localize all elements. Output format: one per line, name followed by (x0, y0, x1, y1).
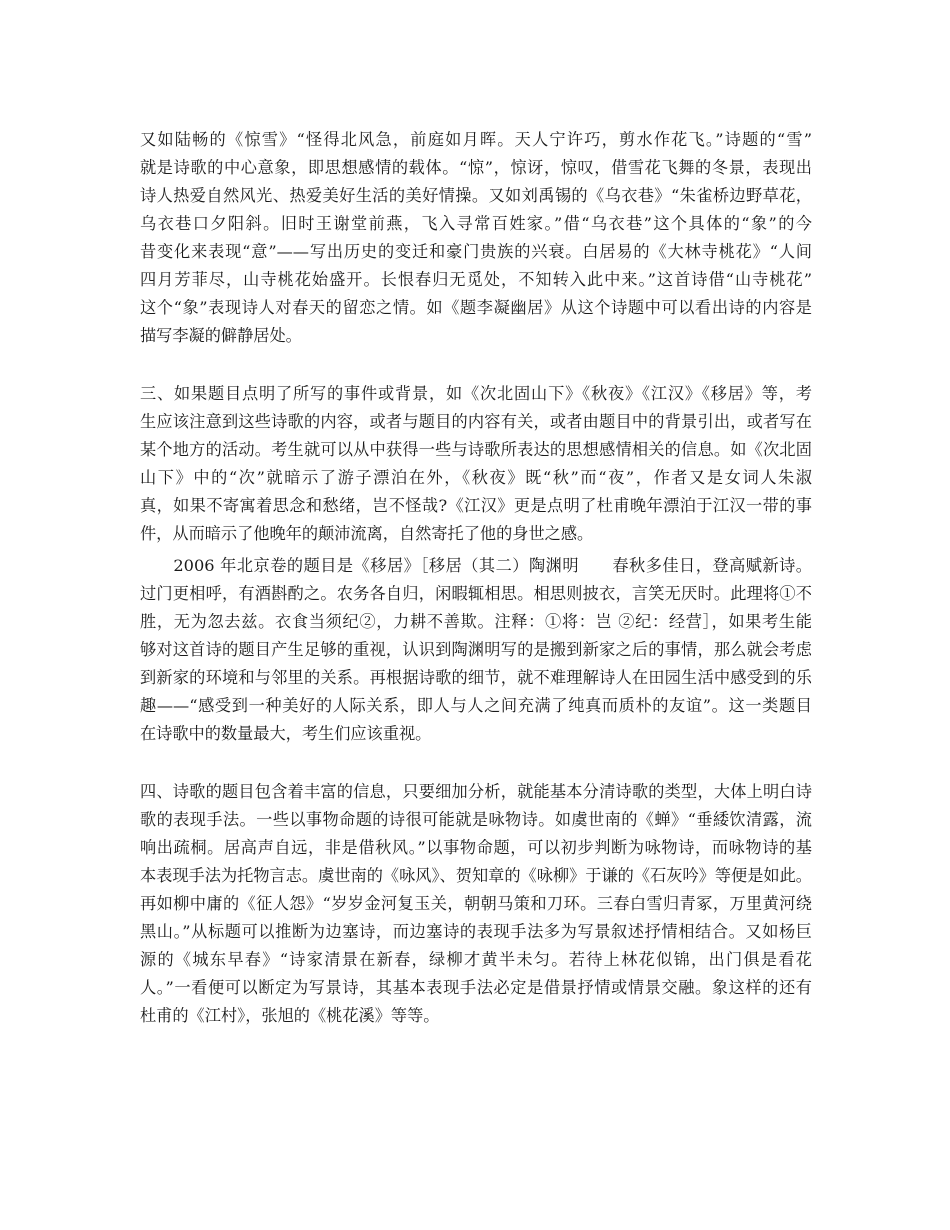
text-line: 又如陆畅的《惊雪》“怪得北风急，前庭如月晖。天人宁许巧，剪水作花飞。”诗题的“雪” (140, 130, 812, 149)
text-line: 四月芳菲尽，山寺桃花始盛开。长恨春归无觅处，不知转入此中来。”这首诗借“山寺桃花” (140, 270, 812, 289)
text-line: 在诗歌中的数量最大，考生们应该重视。 (140, 724, 432, 743)
text-line: 描写李凝的僻静居处。 (140, 326, 302, 345)
text-line: 够对这首诗的题目产生足够的重视，认识到陶渊明写的是搬到新家之后的事情，那么就会考虑 (140, 640, 812, 659)
text-line: 四、诗歌的题目包含着丰富的信息，只要细加分析，就能基本分清诗歌的类型，大体上明白诗 (140, 782, 812, 801)
text-line: 杜甫的《江村》，张旭的《桃花溪》等等。 (140, 1006, 440, 1025)
text-line: 昔变化来表现“意”——写出历史的变迁和豪门贵族的兴衰。白居易的《大林寺桃花》“人间 (140, 242, 812, 261)
text-line: 人。”一看便可以断定为写景诗，其基本表现手法必定是借景抒情或情景交融。象这样的还有 (140, 978, 812, 997)
text-line: 本表现手法为托物言志。虞世南的《咏风》、贺知章的《咏柳》于谦的《石灰吟》等便是如此。 (140, 866, 812, 885)
text-line: 山下》中的“次”就暗示了游子漂泊在外，《秋夜》既“秋”而“夜”，作者又是女词人朱淑 (140, 468, 812, 487)
text-line: 某个地方的活动。考生就可以从中获得一些与诗歌所表达的思想感情相关的信息。如《次北固 (140, 440, 812, 459)
text-line: 再如柳中庸的《征人怨》“岁岁金河复玉关，朝朝马策和刀环。三春白雪归青冢，万里黄河绕 (140, 894, 812, 913)
text-line: 件，从而暗示了他晚年的颠沛流离，自然寄托了他的身世之感。 (140, 524, 594, 543)
text-line: 就是诗歌的中心意象，即思想感情的载体。“惊”，惊讶，惊叹，借雪花飞舞的冬景，表现出 (140, 158, 812, 177)
text-line: 真，如果不寄寓着思念和愁绪，岂不怪哉?《江汉》更是点明了杜甫晚年漂泊于江汉一带的事 (140, 496, 812, 515)
text-line: 2006 年北京卷的题目是《移居》［移居（其二）陶渊明 春秋多佳日，登高赋新诗。 (140, 556, 812, 575)
text-line: 生应该注意到这些诗歌的内容，或者与题目的内容有关，或者由题目中的背景引出，或者写在 (140, 412, 812, 431)
text-line: 趣——“感受到一种美好的人际关系，即人与人之间充满了纯真而质朴的友谊”。这一类题目 (140, 696, 812, 715)
text-line: 三、如果题目点明了所写的事件或背景，如《次北固山下》《秋夜》《江汉》《移居》等，考 (140, 384, 812, 403)
text-line: 到新家的环境和与邻里的关系。再根据诗歌的细节，就不难理解诗人在田园生活中感受到的乐 (140, 668, 812, 687)
text-line: 诗人热爱自然风光、热爱美好生活的美好情操。又如刘禹锡的《乌衣巷》“朱雀桥边野草花， (140, 186, 812, 205)
text-line: 响出疏桐。居高声自远，非是借秋风。”以事物命题，可以初步判断为咏物诗，而咏物诗的基 (140, 838, 812, 857)
text-line: 黑山。”从标题可以推断为边塞诗，而边塞诗的表现手法多为写景叙述抒情相结合。又如杨巨 (140, 922, 812, 941)
text-line: 歌的表现手法。一些以事物命题的诗很可能就是咏物诗。如虞世南的《蝉》“垂緌饮清露，流 (140, 810, 812, 829)
text-line: 过门更相呼，有酒斟酌之。农务各自归，闲暇辄相思。相思则披衣，言笑无厌时。此理将①不 (140, 584, 812, 603)
text-line: 源的《城东早春》“诗家清景在新春，绿柳才黄半未匀。若待上林花似锦，出门俱是看花 (140, 950, 812, 969)
text-line: 这个“象”表现诗人对春天的留恋之情。如《题李凝幽居》从这个诗题中可以看出诗的内容是 (140, 298, 812, 317)
text-line: 乌衣巷口夕阳斜。旧时王谢堂前燕，飞入寻常百姓家。”借“乌衣巷”这个具体的“象”的今 (140, 214, 812, 233)
text-line: 胜，无为忽去兹。衣食当须纪②，力耕不善欺。注释：①将：岂 ②纪：经营］，如果考生能 (140, 612, 812, 631)
